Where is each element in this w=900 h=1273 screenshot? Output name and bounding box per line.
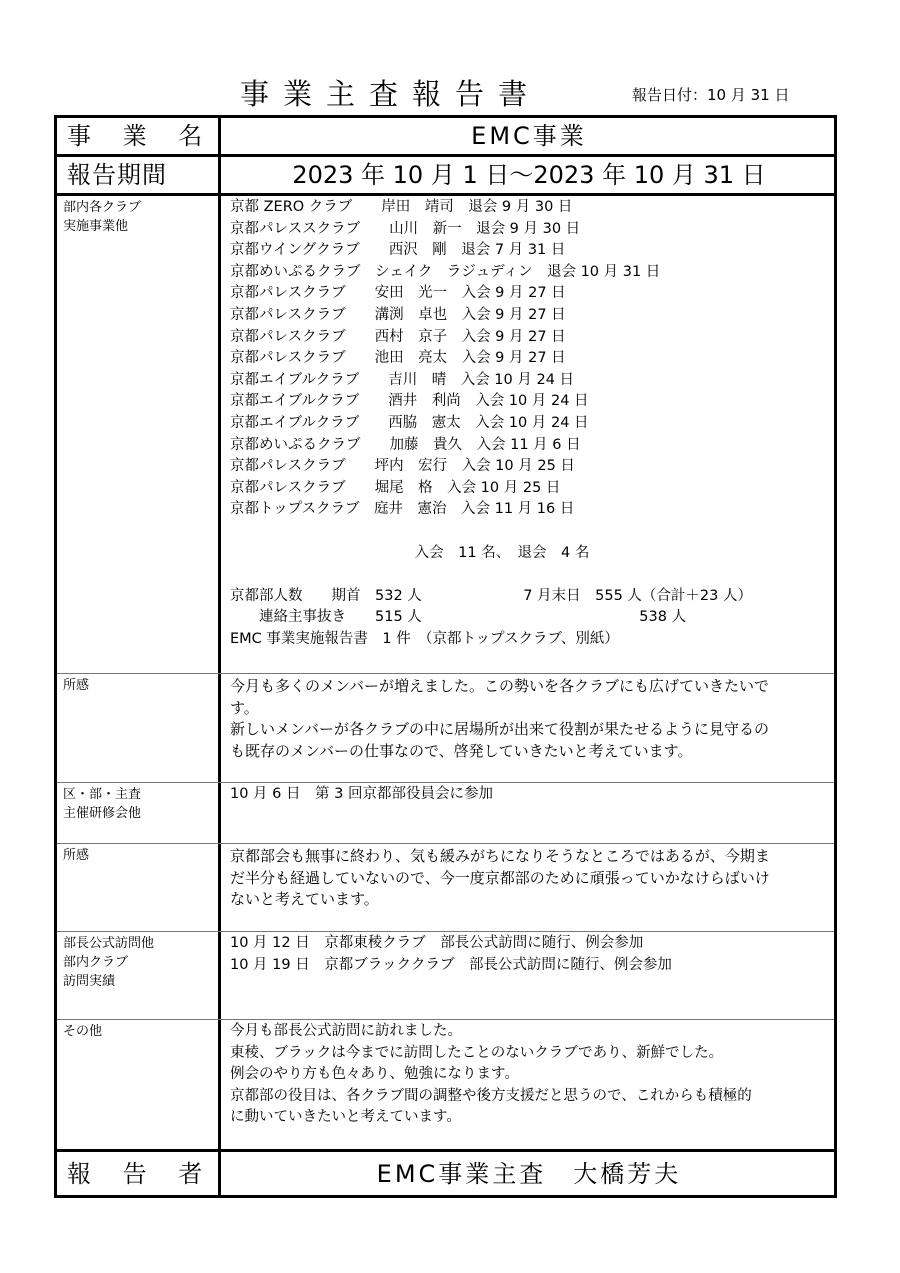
member-line: 京都パレススクラブ 山川 新一 退会 9 月 30 日 (230, 220, 581, 237)
impression-label: 所感 (63, 848, 90, 863)
member-line: 京都 ZERO クラブ 岸田 靖司 退会 9 月 30 日 (230, 199, 573, 215)
report-date: 報告日付：10 月 31 日 (632, 86, 790, 104)
impression-label: 所感 (63, 678, 90, 693)
membership-changes (224, 196, 834, 650)
report-period-value: 2023 年 10 月 1 日～2023 年 10 月 31 日 (292, 161, 766, 189)
member-count-stats: 京都部人数 期首 532 人 7 月末日 555 人（合計＋23 人） (230, 587, 752, 604)
reporter-value: EMC事業主査 大橋芳夫 (376, 1160, 682, 1188)
member-line: 京都パレスクラブ 安田 光一 入会 9 月 27 日 (230, 285, 566, 302)
member-line: 京都エイブルクラブ 吉川 晴 入会 10 月 24 日 (230, 371, 575, 388)
report-period-label: 報告期間 (67, 161, 167, 189)
training-text: 10 月 6 日 第 3 回京都部役員会に参加 (230, 786, 493, 802)
visits-row (57, 932, 834, 1020)
visits-text: 10 月 12 日 京都東稜クラブ 部長公式訪問に随行、例会参加 10 月 19 日 京都ブラッククラブ 部長公式訪問に随行、例会参加 (230, 935, 672, 973)
report-period-row (57, 157, 834, 196)
member-line: 京都エイブルクラブ 西脇 憲太 入会 10 月 24 日 (230, 414, 589, 431)
other-row (57, 1020, 834, 1152)
member-line: 京都エイブルクラブ 酒井 利尚 入会 10 月 24 日 (230, 393, 589, 410)
member-line: 京都めいぷるクラブ 加藤 貴久 入会 11 月 6 日 (230, 436, 581, 453)
member-count-excluding-secretaries: 連絡主事抜き 515 人 538 人 (230, 609, 687, 626)
report-table (54, 115, 837, 1198)
impression-text: 京都部会も無事に終わり、気も緩みがちになりそうなところではあるが、今期ま だ半分も経過していないので、今一度京都部のために頑張っていかなけらばいけ ないと考えています。 (230, 847, 770, 909)
business-name-row (57, 118, 834, 157)
member-line: 京都パレスクラブ 池田 亮太 入会 9 月 27 日 (230, 350, 566, 367)
emc-report-count: EMC 事業実施報告書 1 件 （京都トップスクラブ、別紙） (230, 630, 619, 647)
impression-row-1 (57, 674, 834, 783)
document-title: 事業主査報告書 (240, 77, 542, 111)
reporter-label: 報 告 者 (67, 1160, 215, 1188)
member-line: 京都めいぷるクラブ シェイク ラジュディン 退会 10 月 31 日 (230, 263, 661, 280)
club-activities-label: 部内各クラブ 実施事業他 (63, 200, 142, 234)
training-label: 区・部・主査 主催研修会他 (63, 787, 142, 821)
member-line: 京都パレスクラブ 堀尾 格 入会 10 月 25 日 (230, 479, 561, 496)
impression-row-2 (57, 844, 834, 932)
business-name-label: 事 業 名 (67, 122, 215, 150)
member-line: 京都パレスクラブ 坪内 宏行 入会 10 月 25 日 (230, 458, 575, 475)
business-name-value: EMC事業 (471, 122, 587, 150)
member-line: 京都トップスクラブ 庭井 憲治 入会 11 月 16 日 (230, 501, 575, 518)
member-line: 京都パレスクラブ 溝渕 卓也 入会 9 月 27 日 (230, 306, 566, 323)
member-line: 京都ウイングクラブ 西沢 剛 退会 7 月 31 日 (230, 242, 566, 259)
training-row (57, 783, 834, 844)
other-text: 今月も部長公式訪問に訪れました。 東稜、ブラックは今までに訪問したことのないクラブであり、新鮮でした。 例会のやり方も色々あり、勉強になります。 京都部の役目は、各クラブ間の調整や後方支援だと思うので、これからも積極的 に動いていきたいと考えています。 (230, 1023, 752, 1126)
reporter-row (57, 1152, 834, 1195)
club-activities-row (57, 196, 834, 674)
impression-text: 今月も多くのメンバーが増えました。この勢いを各クラブにも広げていきたいで す。 新しいメンバーが各クラブの中に居場所が出来て役割が果たせるように見守るの も既存のメンバーの仕事なので、啓発していきたいと考えています。 (230, 677, 769, 760)
visits-label: 部長公式訪問他 部内クラブ 訪問実績 (63, 936, 155, 989)
other-label: その他 (63, 1024, 103, 1039)
membership-summary: 入会 11 名、 退会 4 名 (414, 544, 590, 561)
member-line: 京都パレスクラブ 西村 京子 入会 9 月 27 日 (230, 328, 566, 345)
